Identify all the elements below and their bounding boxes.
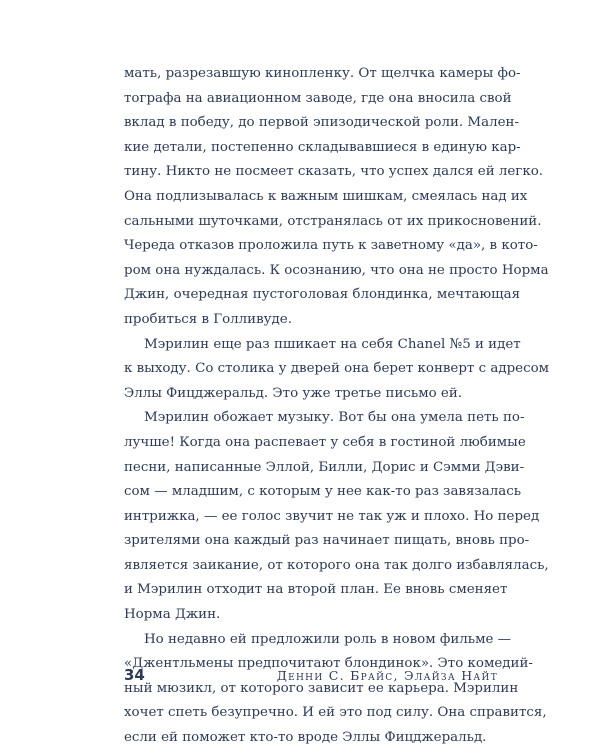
text-line: сом — младшим, с которым у нее как-то раз завязалась — [124, 484, 521, 500]
page-footer — [124, 666, 498, 684]
running-head: Денни С. Брайс, Элайза Найт — [276, 668, 498, 683]
text-line: Череда отказов проложила путь к заветному «да», в кото- — [124, 238, 538, 254]
text-line: и Мэрилин отходит на второй план. Ее вновь сменяет — [124, 582, 508, 598]
text-line: Мэрилин еще раз пшикает на себя Chanel №5 и идет — [144, 336, 521, 352]
text-line: интрижка, — ее голос звучит не так уж и плохо. Но перед — [124, 508, 540, 524]
paragraph-3 — [124, 406, 549, 627]
text-line: кие детали, постепенно складывавшиеся в единую кар- — [124, 139, 521, 155]
text-line: ром она нуждалась. К осознанию, что она не просто Норма — [124, 262, 549, 278]
page-number: 34 — [124, 666, 145, 684]
text-line: зрителями она каждый раз начинает пищать, вновь про- — [124, 533, 530, 549]
text-line: Джин, очередная пустоголовая блондинка, мечтающая — [124, 287, 521, 303]
text-line: лучше! Когда она распевает у себя в гостиной любимые — [124, 434, 526, 450]
text-line: «Джентльмены предпочитают блондинок». Это комедий- — [124, 656, 533, 672]
text-line: песни, написанные Эллой, Билли, Дорис и Сэмми Дэви- — [124, 459, 525, 475]
text-line: Но недавно ей предложили роль в новом фильме — — [144, 631, 512, 647]
text-line: Она подлизывалась к важным шишкам, смеялась над их — [124, 188, 528, 204]
text-line: вклад в победу, до первой эпизодической роли. Мален- — [124, 115, 519, 131]
text-line: мать, разрезавшую кинопленку. От щелчка камеры фо- — [124, 66, 521, 81]
text-line: хочет спеть безупречно. И ей это под силу. Она справится, — [124, 705, 547, 721]
text-line: тину. Никто не посмеет сказать, что успех дался ей легко. — [124, 164, 544, 180]
text-line: сальными шуточками, отстранялась от их прикосновений. — [124, 213, 542, 229]
text-line: Норма Джин. — [124, 607, 221, 623]
text-line: если ей поможет кто-то вроде Эллы Фицджеральд. — [124, 730, 487, 746]
text-line: к выходу. Со столика у дверей она берет конверт с адресом — [124, 361, 550, 377]
text-line: Эллы Фицджеральд. Это уже третье письмо ей. — [124, 385, 463, 401]
text-line: ный мюзикл, от которого зависит ее карьера. Мэрилин — [124, 680, 519, 696]
body-text — [124, 62, 550, 751]
paragraph-2 — [124, 333, 550, 407]
text-line: Мэрилин обожает музыку. Вот бы она умела петь по- — [144, 410, 525, 426]
paragraph-4 — [124, 628, 547, 751]
text-line: является заикание, от которого она так долго избавлялась, — [124, 557, 549, 573]
text-line: тографа на авиационном заводе, где она вносила свой — [124, 90, 512, 106]
text-line: пробиться в Голливуде. — [124, 311, 292, 327]
paragraph-1 — [124, 62, 549, 333]
